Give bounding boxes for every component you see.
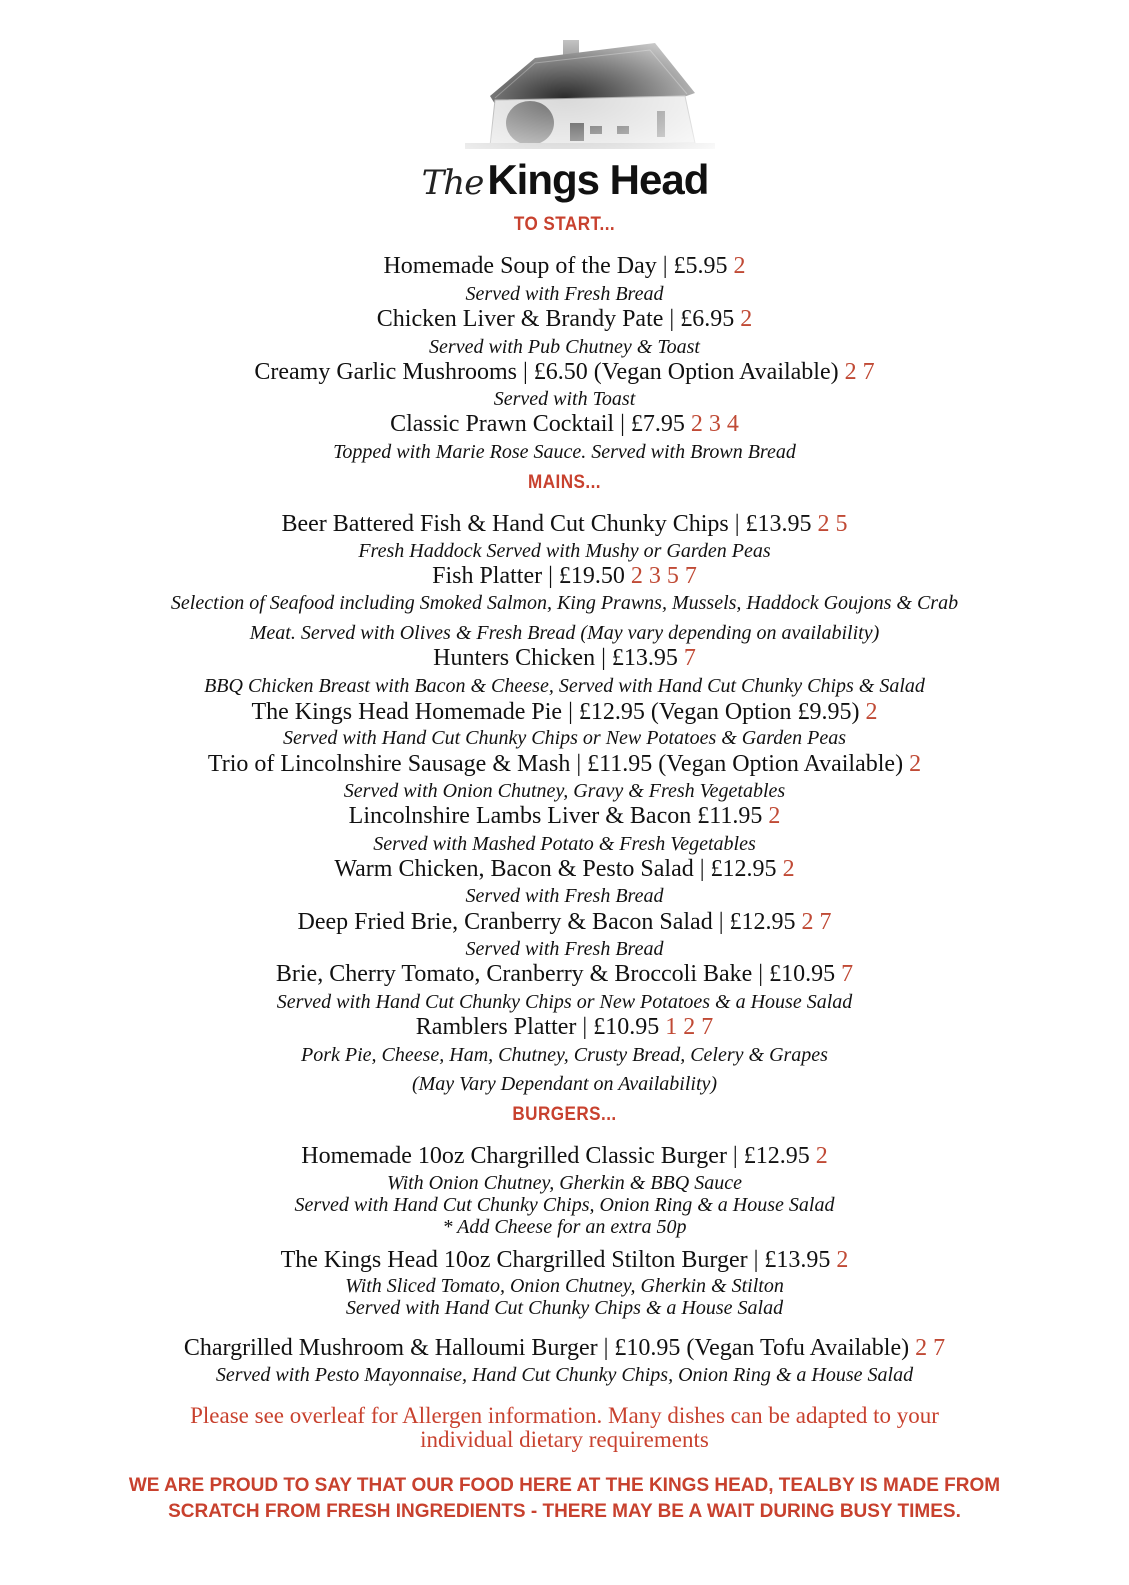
allergen-codes: 7 <box>841 961 854 987</box>
footer-note: SCRATCH FROM FRESH INGREDIENTS - THERE MAY BE A WAIT DURING BUSY TIMES. <box>168 1501 961 1522</box>
menu-item-name: Warm Chicken, Bacon & Pesto Salad | £12.95 2 <box>334 856 795 882</box>
allergen-codes: 2 3 4 <box>690 411 739 437</box>
allergen-codes: 2 5 <box>817 511 848 537</box>
menu-item-description: Fresh Haddock Served with Mushy or Garden Peas <box>358 540 771 562</box>
menu-item-description: Served with Toast <box>493 388 636 410</box>
menu-item-name: The Kings Head 10oz Chargrilled Stilton Burger | £13.95 2 <box>280 1247 849 1273</box>
pub-illustration-icon <box>395 8 735 158</box>
allergen-codes: 2 <box>733 253 746 279</box>
menu-item-description: BBQ Chicken Breast with Bacon & Cheese, Served with Hand Cut Chunky Chips & Salad <box>204 675 925 697</box>
footer-note: WE ARE PROUD TO SAY THAT OUR FOOD HERE AT THE KINGS HEAD, TEALBY IS MADE FROM <box>128 1475 1001 1496</box>
menu-item-name: Trio of Lincolnshire Sausage & Mash | £11.95 (Vegan Option Available) 2 <box>207 751 922 777</box>
menu-item-description: Pork Pie, Cheese, Ham, Chutney, Crusty Bread, Celery & Grapes <box>301 1044 828 1066</box>
menu-item-description: Served with Onion Chutney, Gravy & Fresh Vegetables <box>343 780 786 802</box>
menu-item-description: Served with Fresh Bread <box>465 938 664 960</box>
allergen-codes: 2 <box>768 803 781 829</box>
menu-item-name: The Kings Head Homemade Pie | £12.95 (Vegan Option £9.95) 2 <box>251 699 878 725</box>
menu-item-description: Served with Hand Cut Chunky Chips or New Potatoes & a House Salad <box>276 991 853 1013</box>
logo-wordmark <box>395 156 735 204</box>
allergen-codes: 2 3 5 7 <box>630 563 697 589</box>
allergen-codes: 2 <box>836 1247 849 1273</box>
allergen-note: Please see overleaf for Allergen information. Many dishes can be adapted to your <box>190 1403 939 1428</box>
allergen-codes: 7 <box>683 645 696 671</box>
menu-item-description: Selection of Seafood including Smoked Salmon, King Prawns, Mussels, Haddock Goujons & Crab <box>170 592 959 614</box>
menu-item-description: Meat. Served with Olives & Fresh Bread (May vary depending on availability) <box>249 622 880 644</box>
menu-item-description: Served with Fresh Bread <box>465 885 664 907</box>
menu-item-description: Served with Hand Cut Chunky Chips & a House Salad <box>345 1297 784 1319</box>
logo-the: The <box>421 163 484 203</box>
allergen-codes: 2 7 <box>915 1335 946 1361</box>
menu-item-description: (May Vary Dependant on Availability) <box>411 1073 718 1095</box>
menu-item-description: Topped with Marie Rose Sauce. Served with Brown Bread <box>333 441 796 463</box>
allergen-codes: 2 <box>740 306 753 332</box>
allergen-codes: 2 7 <box>844 359 875 385</box>
allergen-codes: 2 7 <box>801 909 832 935</box>
menu-item-name: Chicken Liver & Brandy Pate | £6.95 2 <box>376 306 753 332</box>
menu-item-description: Served with Hand Cut Chunky Chips or New Potatoes & Garden Peas <box>282 727 847 749</box>
menu-item-description: Served with Mashed Potato & Fresh Vegetables <box>373 833 756 855</box>
menu-item-description: * Add Cheese for an extra 50p <box>442 1216 687 1238</box>
allergen-codes: 2 <box>815 1143 828 1169</box>
menu-item-name: Deep Fried Brie, Cranberry & Bacon Salad | £12.95 2 7 <box>297 909 832 935</box>
menu-item-name: Creamy Garlic Mushrooms | £6.50 (Vegan Option Available) 2 7 <box>254 359 875 385</box>
allergen-codes: 1 2 7 <box>665 1014 714 1040</box>
menu-item-name: Chargrilled Mushroom & Halloumi Burger | £10.95 (Vegan Tofu Available) 2 7 <box>183 1335 946 1361</box>
menu-item-name: Lincolnshire Lambs Liver & Bacon £11.95 2 <box>348 803 781 829</box>
section-title-burgers: BURGERS... <box>512 1104 617 1125</box>
logo-name: Kings Head <box>487 156 709 203</box>
section-title-starters: TO START... <box>513 214 616 235</box>
menu-item-description: Served with Pub Chutney & Toast <box>429 336 700 358</box>
menu-item-name: Ramblers Platter | £10.95 1 2 7 <box>415 1014 714 1040</box>
menu-item-description: Served with Fresh Bread <box>465 283 664 305</box>
menu-item-name: Homemade 10oz Chargrilled Classic Burger | £12.95 2 <box>301 1143 828 1169</box>
menu-item-name: Hunters Chicken | £13.95 7 <box>433 645 696 671</box>
allergen-codes: 2 <box>865 699 878 725</box>
allergen-codes: 2 <box>909 751 922 777</box>
menu-item-description: With Sliced Tomato, Onion Chutney, Gherkin & Stilton <box>345 1275 784 1297</box>
menu-item-name: Homemade Soup of the Day | £5.95 2 <box>383 253 746 279</box>
logo <box>395 8 735 213</box>
menu-item-name: Classic Prawn Cocktail | £7.95 2 3 4 <box>390 411 739 437</box>
menu-item-name: Fish Platter | £19.50 2 3 5 7 <box>432 563 697 589</box>
allergen-note: individual dietary requirements <box>420 1427 709 1452</box>
menu-item-description: With Onion Chutney, Gherkin & BBQ Sauce <box>387 1172 742 1194</box>
section-title-mains: MAINS... <box>528 472 601 493</box>
menu-item-name: Brie, Cherry Tomato, Cranberry & Broccoli Bake | £10.95 7 <box>275 961 854 987</box>
menu-item-description: Served with Pesto Mayonnaise, Hand Cut Chunky Chips, Onion Ring & a House Salad <box>215 1364 914 1386</box>
menu-item-description: Served with Hand Cut Chunky Chips, Onion Ring & a House Salad <box>294 1194 835 1216</box>
allergen-codes: 2 <box>782 856 795 882</box>
menu-item-name: Beer Battered Fish & Hand Cut Chunky Chips | £13.95 2 5 <box>281 511 848 537</box>
